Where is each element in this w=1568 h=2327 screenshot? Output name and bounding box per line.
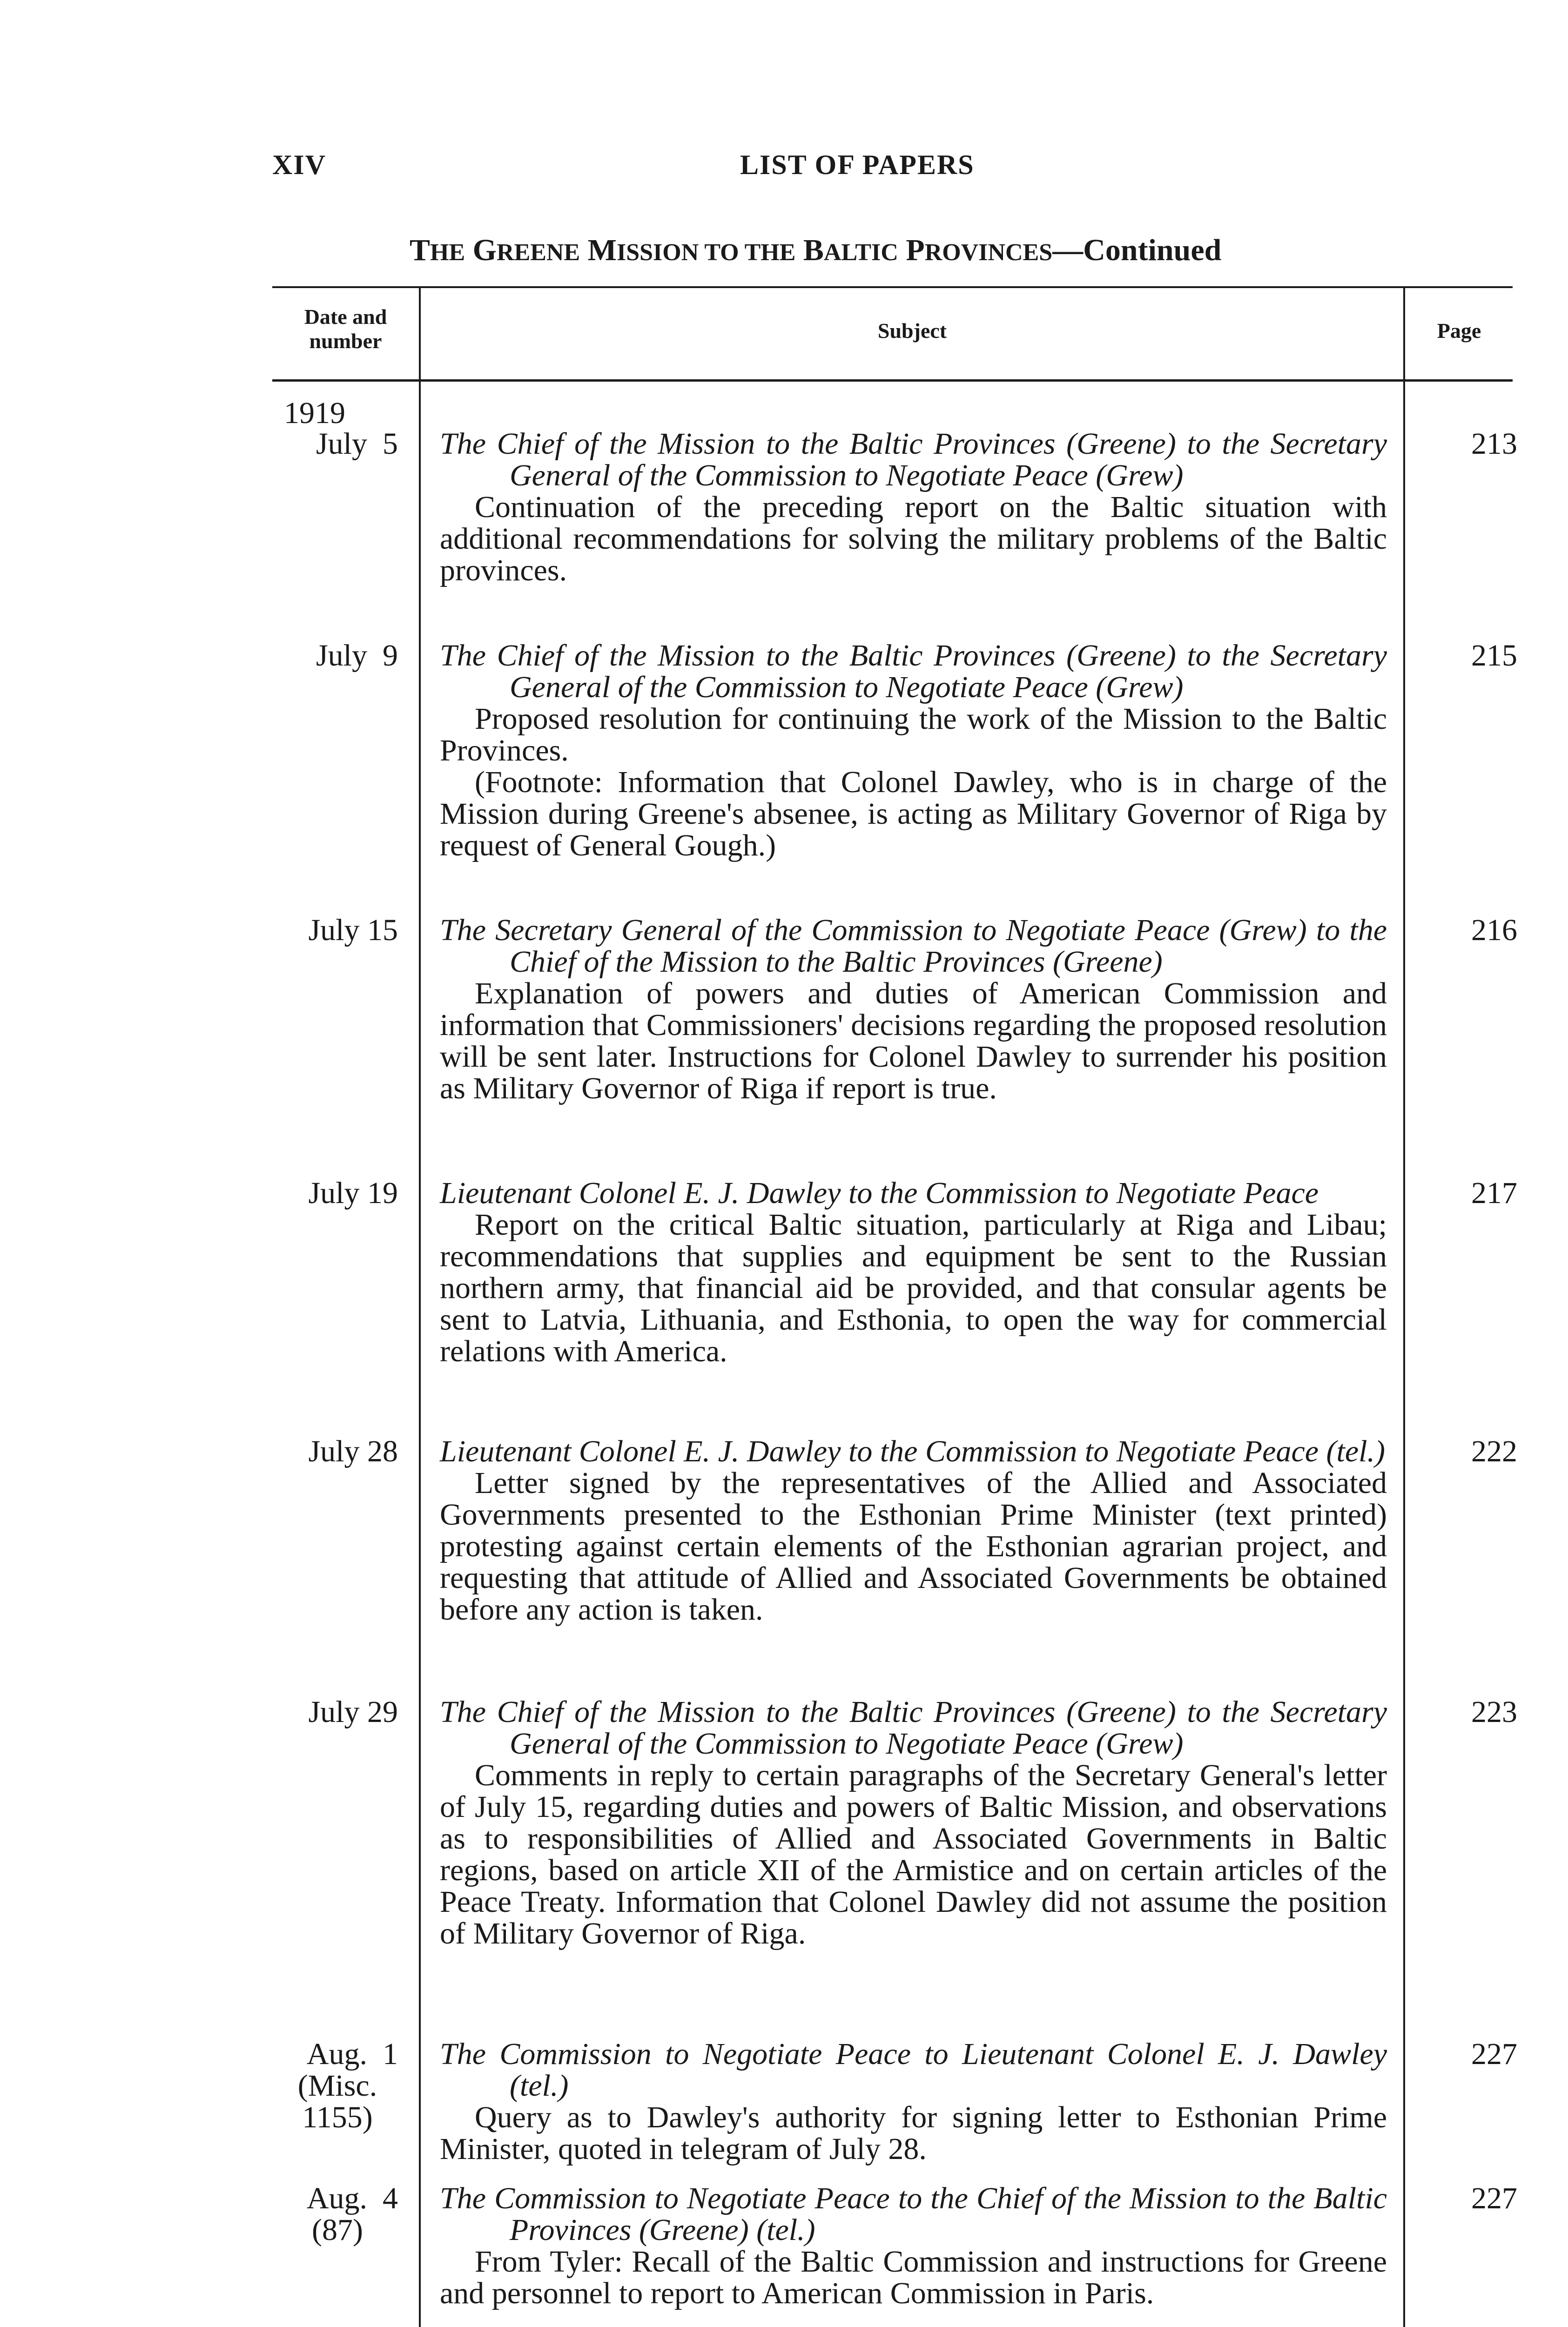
- header-date-line1: Date and: [304, 305, 387, 329]
- column-header-subject: Subject: [877, 319, 947, 343]
- entry-date: July 28: [308, 1434, 398, 1468]
- title-part: HE: [430, 239, 465, 266]
- column-header-page: Page: [1437, 319, 1481, 343]
- header-date-line2: number: [309, 329, 382, 353]
- entry-page: 217: [1471, 1176, 1517, 1210]
- entry-page: 222: [1471, 1434, 1517, 1468]
- entry-title: The Chief of the Mission to the Baltic Provinces (Greene) to the Secretary General of the Commission to Negotiate Peace (Grew): [440, 639, 1387, 704]
- entry-date: Aug. 1: [306, 2037, 398, 2071]
- entry-number: (87): [312, 2213, 363, 2247]
- table-row: [440, 1696, 1387, 1950]
- title-part: REENE: [497, 239, 580, 266]
- entry-date: July 29: [308, 1695, 398, 1729]
- table-row: [440, 2183, 1387, 2309]
- entry-date-block: [277, 2038, 398, 2133]
- entry-page: 213: [1471, 427, 1517, 461]
- entry-summary: Continuation of the preceding report on the Baltic situation with additional recommendations for solving the military problems of the Baltic provinces.: [440, 490, 1387, 587]
- entry-summary: Comments in reply to certain paragraphs of the Secretary General's letter of July 15, regarding duties and powers of Baltic Mission, and observations as to responsibilities of Allied and Associated Governments in Baltic regions, based on article XII of the Armistice and on certain articles of the Peace Treaty. Information that Colonel Dawley did not assume the position of Military Governor of Riga.: [440, 1758, 1387, 1950]
- entry-number: (Misc.: [297, 2069, 377, 2103]
- title-part: G: [472, 233, 497, 267]
- title-part: ISSION TO THE: [616, 239, 796, 266]
- entry-title: The Secretary General of the Commission to Negotiate Peace (Grew) to the Chief of the Mission to the Baltic Provinces (Greene): [440, 913, 1387, 979]
- table-top-rule: [272, 286, 1513, 288]
- entry-date-block: [277, 2183, 398, 2246]
- year-label: 1919: [284, 396, 345, 430]
- section-title: [410, 233, 1221, 268]
- entry-date: July 9: [316, 639, 398, 673]
- entry-summary: Proposed resolution for continuing the work of the Mission to the Baltic Provinces.: [440, 702, 1387, 767]
- entry-date: July 15: [308, 913, 398, 947]
- entry-date: July 19: [308, 1176, 398, 1210]
- entry-page: 216: [1471, 913, 1517, 947]
- entry-number: 1155): [302, 2100, 373, 2134]
- entry-page: 227: [1471, 2037, 1517, 2071]
- entry-date: Aug. 4: [306, 2181, 398, 2215]
- entry-date: July 5: [316, 427, 398, 461]
- entry-summary: From Tyler: Recall of the Baltic Commission and instructions for Greene and personnel to report to American Commission in Paris.: [440, 2245, 1387, 2310]
- header-bottom-rule: [272, 379, 1513, 382]
- entry-title: Lieutenant Colonel E. J. Dawley to the Commission to Negotiate Peace: [440, 1176, 1319, 1210]
- table-row: [440, 915, 1387, 1104]
- title-part: T: [410, 233, 431, 267]
- column-divider-left: [419, 286, 421, 2327]
- entry-footnote: (Footnote: Information that Colonel Dawley, who is in charge of the Mission during Greene's absenee, is acting as Military Governor of Riga by request of General Gough.): [440, 765, 1387, 862]
- column-header-date: [272, 305, 419, 353]
- title-part: ROVINCES: [924, 239, 1053, 266]
- table-row: [440, 1177, 1387, 1367]
- title-part: M: [587, 233, 617, 267]
- entry-title: Lieutenant Colonel E. J. Dawley to the Commission to Negotiate Peace (tel.): [440, 1434, 1385, 1468]
- table-row: [440, 1436, 1387, 1626]
- entry-title: The Commission to Negotiate Peace to the Chief of the Mission to the Baltic Provinces (Greene) (tel.): [440, 2181, 1387, 2247]
- entry-page: 227: [1471, 2181, 1517, 2215]
- table-row: [440, 428, 1387, 586]
- entry-title: The Commission to Negotiate Peace to Lieutenant Colonel E. J. Dawley (tel.): [440, 2037, 1387, 2103]
- table-row: [440, 2038, 1387, 2165]
- entry-title: The Chief of the Mission to the Baltic Provinces (Greene) to the Secretary General of the Commission to Negotiate Peace (Grew): [440, 427, 1387, 492]
- entry-summary: Report on the critical Baltic situation, particularly at Riga and Libau; recommendations that supplies and equipment be sent to the Russian northern army, that financial aid be provided, and that consular agents be sent to Latvia, Lithuania, and Esthonia, to open the way for commercial relations with America.: [440, 1208, 1387, 1368]
- entry-page: 215: [1471, 639, 1517, 673]
- column-divider-right: [1403, 286, 1405, 2327]
- title-part: P: [906, 233, 925, 267]
- table-row: [440, 640, 1387, 861]
- entry-title: The Chief of the Mission to the Baltic Provinces (Greene) to the Secretary General of the Commission to Negotiate Peace (Grew): [440, 1695, 1387, 1761]
- title-part: —Continued: [1052, 233, 1222, 267]
- title-part: B: [803, 233, 824, 267]
- entry-summary: Letter signed by the representatives of the Allied and Associated Governments presented to the Esthonian Prime Minister (text printed) protesting against certain elements of the Esthonian agrarian project, and requesting that attitude of Allied and Associated Governments be obtained before any action is taken.: [440, 1466, 1387, 1627]
- entry-page: 223: [1471, 1695, 1517, 1729]
- entry-summary: Query as to Dawley's authority for signing letter to Esthonian Prime Minister, quoted in telegram of July 28.: [440, 2100, 1387, 2166]
- running-head: LIST OF PAPERS: [740, 149, 975, 180]
- title-part: ALTIC: [823, 239, 898, 266]
- page-number: XIV: [272, 149, 327, 180]
- entry-summary: Explanation of powers and duties of American Commission and information that Commissioners' decisions regarding the proposed resolution will be sent later. Instructions for Colonel Dawley to surrender his position as Military Governor of Riga if report is true.: [440, 976, 1387, 1105]
